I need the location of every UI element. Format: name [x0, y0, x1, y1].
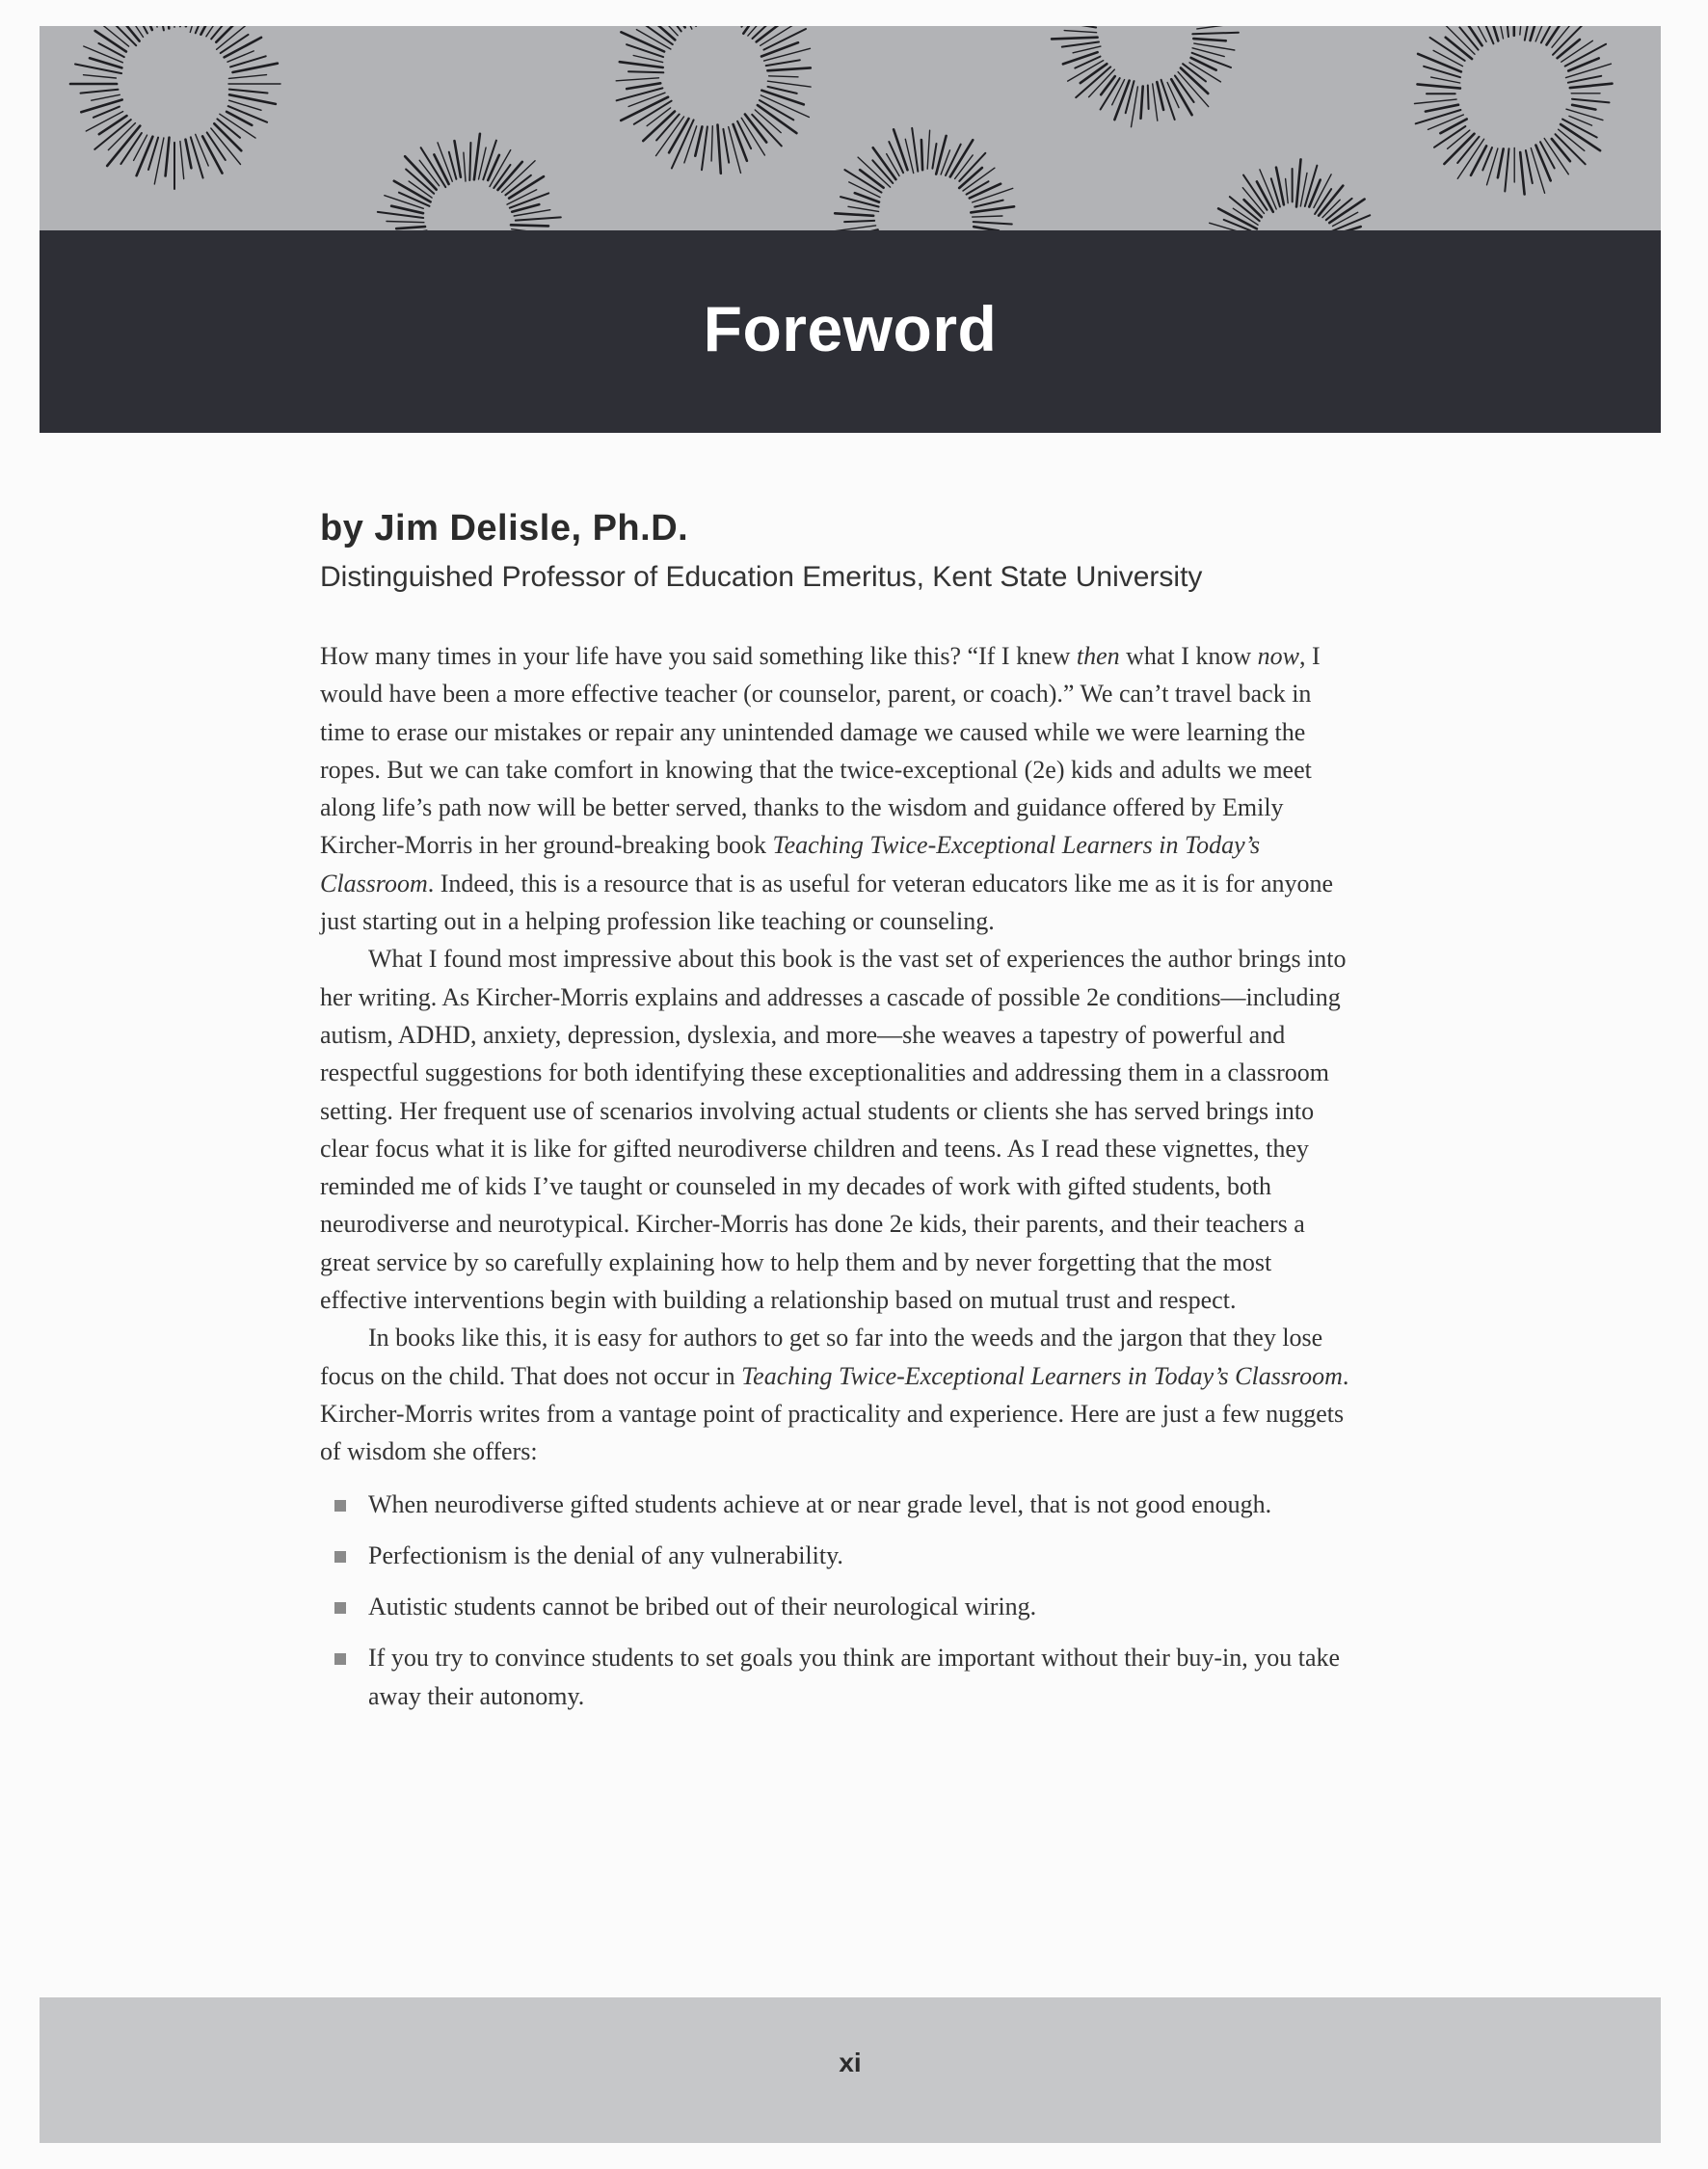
footer-band	[40, 1997, 1661, 2143]
page-title: Foreword	[703, 293, 998, 364]
title-bar	[40, 230, 1661, 433]
sunburst-icon	[616, 26, 811, 174]
author-affiliation: Distinguished Professor of Education Emeritus, Kent State University	[320, 561, 1203, 593]
sunburst-icon	[378, 134, 561, 230]
wisdom-list	[320, 1486, 1361, 1715]
square-bullet-icon	[334, 1500, 346, 1512]
paragraph-3: In books like this, it is easy for authors to get so far into the weeds and the jargon that they lose focus on the child. That does not occur in Teaching Twice-Exceptional Learners in Today’s Classroom. Kircher-Morris writes from a vantage point of practicality and experience. Here are just a few nuggets of wisdom she offers:	[320, 1324, 1349, 1466]
header-decoration-band	[40, 26, 1661, 230]
list-item: Perfectionism is the denial of any vulnerability.	[320, 1537, 1361, 1574]
foreword-body	[320, 637, 1361, 1728]
book-title: Teaching Twice-Exceptional Learners in Today’s Classroom	[741, 1361, 1343, 1390]
list-item: Autistic students cannot be bribed out of their neurological wiring.	[320, 1588, 1361, 1625]
sunburst-icon	[1415, 26, 1613, 195]
sunburst-pattern	[40, 26, 1661, 230]
sunburst-icon	[833, 128, 1014, 230]
sunburst-icon	[1210, 159, 1380, 230]
square-bullet-icon	[334, 1551, 346, 1563]
paragraph-1: How many times in your life have you said something like this? “If I knew then what I know now, I would have been a more effective teacher (or counselor, parent, or coach).” We can’t travel back in time to erase our mistakes or repair any unintended damage we caused while we were learning the ropes. But we can take comfort in knowing that the twice-exceptional (2e) kids and adults we meet along life’s path now will be better served, thanks to the wisdom and guidance offered by Emily Kircher-Morris in her ground-breaking book Teaching Twice-Exceptional Learners in Today’s Classroom. Indeed, this is a resource that is as useful for veteran educators like me as it is for anyone just starting out in a helping profession like teaching or counseling.	[320, 642, 1334, 936]
square-bullet-icon	[334, 1653, 346, 1665]
paragraph-2: What I found most impressive about this book is the vast set of experiences the author brings into her writing. As Kircher-Morris explains and addresses a cascade of possible 2e conditions—including autism, ADHD, anxiety, depression, dyslexia, and more—she weaves a tapestry of powerful and respectful suggestions for both identifying these exceptionalities and addressing them in a classroom setting. Her frequent use of scenarios involving actual students or clients she has served brings into clear focus what it is like for gifted neurodiverse children and teens. As I read these vignettes, they reminded me of kids I’ve taught or counseled in my decades of work with gifted students, both neurodiverse and neurotypical. Kircher-Morris has done 2e kids, their parents, and their teachers a great service by so carefully explaining how to help them and by never forgetting that the most effective interventions begin with building a relationship based on mutual trust and respect.	[320, 945, 1347, 1315]
author-byline: by Jim Delisle, Ph.D.	[320, 508, 689, 549]
book-title: Teaching Twice-Exceptional Learners in Today’s Classroom	[320, 831, 1261, 897]
sunburst-icon	[70, 26, 280, 189]
sunburst-icon	[1052, 26, 1239, 127]
square-bullet-icon	[334, 1602, 346, 1614]
list-item: If you try to convince students to set goals you think are important without their buy-in, you take away their autonomy.	[320, 1639, 1361, 1715]
page-number: xi	[839, 2048, 862, 2077]
list-item: When neurodiverse gifted students achieve at or near grade level, that is not good enough.	[320, 1486, 1361, 1523]
